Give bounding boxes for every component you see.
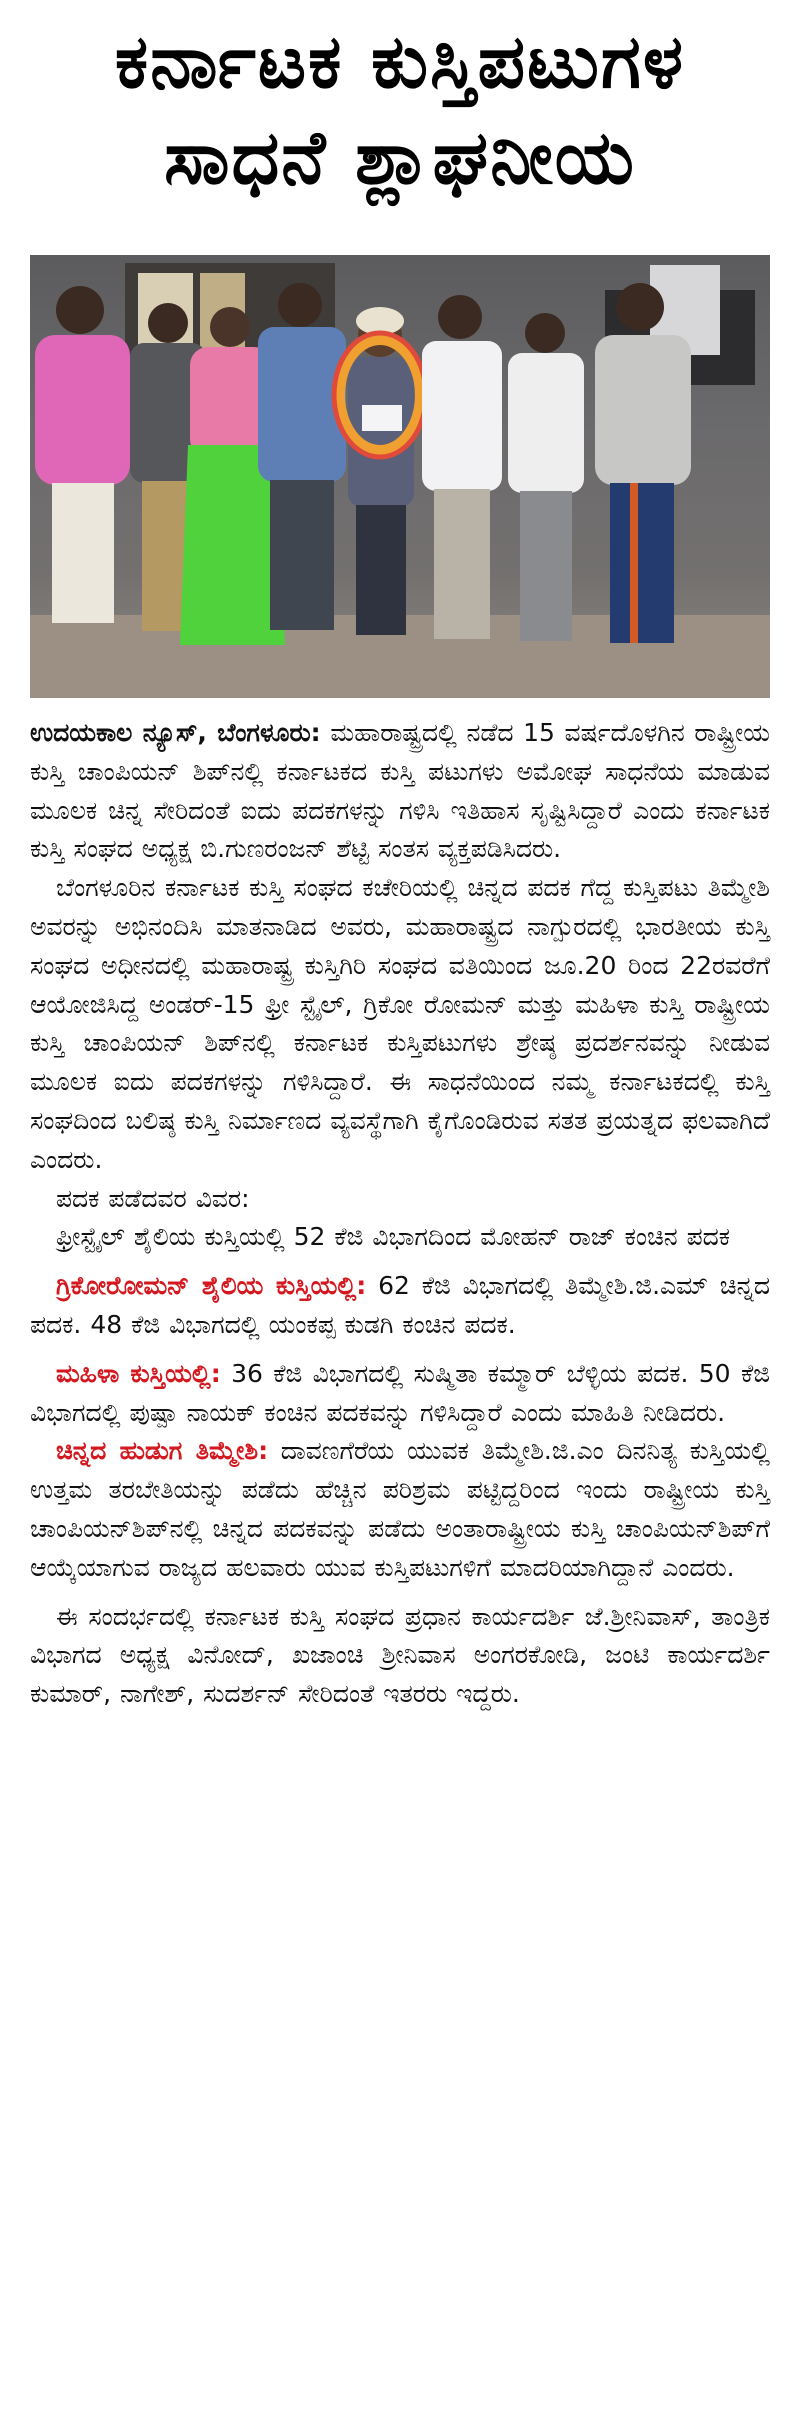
dateline: ಉದಯಕಾಲ ನ್ಯೂಸ್, ಬೆಂಗಳೂರು: [30, 718, 321, 747]
headline-line-2: ಸಾಧನೆ ಶ್ಲಾಘನೀಯ [164, 115, 636, 201]
group-photo-illustration [30, 255, 770, 698]
subheading-women: ಮಹಿಳಾ ಕುಸ್ತಿಯಲ್ಲಿ: [56, 1358, 221, 1388]
paragraph-women [30, 1355, 770, 1433]
subheading-greco-roman: ಗ್ರಿಕೋರೋಮನ್ ಶೈಲಿಯ ಕುಸ್ತಿಯಲ್ಲಿ: [56, 1271, 367, 1301]
paragraph-golden-boy-text: ದಾವಣಗೆರೆಯ ಯುವಕ ತಿಮ್ಮೇಶಿ.ಜಿ.ಎಂ ದಿನನಿತ್ಯ ಕುಸ್ತಿಯಲ್ಲಿ ಉತ್ತಮ ತರಬೇತಿಯನ್ನು ಪಡೆದು ಹೆಚ್ಚಿನ ಪರಿಶ್ರಮ ಪಟ್ಟಿದ್ದರಿಂದ ಇಂದು ರಾಷ್ಟ್ರೀಯ ಕುಸ್ತಿ ಚಾಂಪಿಯನ್‌ಶಿಪ್‌ನಲ್ಲಿ ಚಿನ್ನದ ಪದಕವನ್ನು ಪಡೆದು ಅಂತಾರಾಷ್ಟ್ರೀಯ ಕುಸ್ತಿ ಚಾಂಪಿಯನ್‌ಶಿಪ್‌ಗೆ ಆಯ್ಕೆಯಾಗುವ ರಾಜ್ಯದ ಹಲವಾರು ಯುವ ಕುಸ್ತಿಪಟುಗಳಿಗೆ ಮಾದರಿಯಾಗಿದ್ದಾನೆ ಎಂದರು. [30, 1436, 770, 1582]
paragraph-2: ಬೆಂಗಳೂರಿನ ಕರ್ನಾಟಕ ಕುಸ್ತಿ ಸಂಘದ ಕಚೇರಿಯಲ್ಲಿ ಚಿನ್ನದ ಪದಕ ಗೆದ್ದ ಕುಸ್ತಿಪಟು ತಿಮ್ಮೇಶಿ ಅವರನ್ನು ಅಭಿನಂದಿಸಿ ಮಾತನಾಡಿದ ಅವರು, ಮಹಾರಾಷ್ಟ್ರದ ನಾಗ್ಪುರದಲ್ಲಿ ಭಾರತೀಯ ಕುಸ್ತಿ ಸಂಘದ ಅಧೀನದಲ್ಲಿ ಮಹಾರಾಷ್ಟ್ರ ಕುಸ್ತಿಗಿರಿ ಸಂಘದ ವತಿಯಿಂದ ಜೂ.20 ರಿಂದ 22ರವರೆಗೆ ಆಯೋಜಿಸಿದ್ದ ಅಂಡರ್-15 ಫ್ರೀ ಸ್ಟೈಲ್, ಗ್ರಿಕೋ ರೋಮನ್ ಮತ್ತು ಮಹಿಳಾ ಕುಸ್ತಿ ರಾಷ್ಟ್ರೀಯ ಕುಸ್ತಿ ಚಾಂಪಿಯನ್ ಶಿಪ್‌ನಲ್ಲಿ ಕರ್ನಾಟಕ ಕುಸ್ತಿಪಟುಗಳು ಶ್ರೇಷ್ಠ ಪ್ರದರ್ಶನವನ್ನು ನೀಡುವ ಮೂಲಕ ಐದು ಪದಕಗಳನ್ನು ಗಳಿಸಿದ್ದಾರೆ. ಈ ಸಾಧನೆಯಿಂದ ನಮ್ಮ ಕರ್ನಾಟಕದಲ್ಲಿ ಕುಸ್ತಿ ಸಂಘದಿಂದ ಬಲಿಷ್ಠ ಕುಸ್ತಿ ನಿರ್ಮಾಣದ ವ್ಯವಸ್ಥೆಗಾಗಿ ಕೈಗೊಂಡಿರುವ ಸತತ ಪ್ರಯತ್ನದ ಫಲವಾಗಿದೆ ಎಂದರು. [30, 873, 770, 1174]
headline-line-1: ಕರ್ನಾಟಕ ಕುಸ್ತಿಪಟುಗಳ [114, 19, 686, 105]
headline [0, 14, 800, 206]
paragraph-women-text: 36 ಕೆಜಿ ವಿಭಾಗದಲ್ಲಿ ಸುಷ್ಮಿತಾ ಕಮ್ಮಾರ್ ಬೆಳ್ಳಿಯ ಪದಕ. 50 ಕೆಜಿ ವಿಭಾಗದಲ್ಲಿ ಪುಷ್ಪಾ ನಾಯಕ್ ಕಂಚಿನ ಪದಕವನ್ನು ಗಳಿಸಿದ್ದಾರೆ ಎಂದು ಮಾಹಿತಿ ನೀಡಿದರು. [30, 1358, 770, 1427]
paragraph-greco-roman [30, 1267, 770, 1345]
paragraph-intro-text: ಮಹಾರಾಷ್ಟ್ರದಲ್ಲಿ ನಡೆದ 15 ವರ್ಷದೊಳಗಿನ ರಾಷ್ಟ್ರೀಯ ಕುಸ್ತಿ ಚಾಂಪಿಯನ್ ಶಿಪ್‌ನಲ್ಲಿ ಕರ್ನಾಟಕದ ಕುಸ್ತಿ ಪಟುಗಳು ಅಮೋಘ ಸಾಧನೆಯ ಮಾಡುವ ಮೂಲಕ ಚಿನ್ನ ಸೇರಿದಂತೆ ಐದು ಪದಕಗಳನ್ನು ಗಳಿಸಿ ಇತಿಹಾಸ ಸೃಷ್ಟಿಸಿದ್ದಾರೆ ಎಂದು ಕರ್ನಾಟಕ ಕುಸ್ತಿ ಸಂಘದ ಅಧ್ಯಕ್ಷ ಬಿ.ಗುಣರಂಜನ್ ಶೆಟ್ಟಿ ಸಂತಸ ವ್ಯಕ್ತಪಡಿಸಿದರು. [30, 718, 771, 864]
paragraph-medal-list-heading: ಪದಕ ಪಡೆದವರ ವಿವರ: [56, 1183, 250, 1213]
paragraph-attendees: ಈ ಸಂದರ್ಭದಲ್ಲಿ ಕರ್ನಾಟಕ ಕುಸ್ತಿ ಸಂಘದ ಪ್ರಧಾನ ಕಾರ್ಯದರ್ಶಿ ಜೆ.ಶ್ರೀನಿವಾಸ್, ತಾಂತ್ರಿಕ ವಿಭಾಗದ ಅಧ್ಯಕ್ಷ ವಿನೋದ್, ಖಜಾಂಚಿ ಶ್ರೀನಿವಾಸ ಅಂಗರಕೋಡಿ, ಜಂಟಿ ಕಾರ್ಯದರ್ಶಿ ಕುಮಾರ್, ನಾಗೇಶ್, ಸುದರ್ಶನ್ ಸೇರಿದಂತೆ ಇತರರು ಇದ್ದರು. [30, 1601, 770, 1709]
article-body [30, 714, 770, 1714]
paragraph-golden-boy [30, 1432, 770, 1587]
paragraph-greco-roman-text: 62 ಕೆಜಿ ವಿಭಾಗದಲ್ಲಿ ತಿಮ್ಮೇಶಿ.ಜಿ.ಎಮ್ ಚಿನ್ನದ ಪದಕ. 48 ಕೆಜಿ ವಿಭಾಗದಲ್ಲಿ ಯಂಕಪ್ಪ ಕುಡಗಿ ಕಂಚಿನ ಪದಕ. [30, 1271, 771, 1339]
paragraph-intro [30, 714, 770, 869]
paragraph-freestyle: ಫ್ರೀಸ್ಟೈಲ್ ಶೈಲಿಯ ಕುಸ್ತಿಯಲ್ಲಿ 52 ಕೆಜಿ ವಿಭಾಗದಿಂದ ಮೋಹನ್ ರಾಜ್ ಕಂಚಿನ ಪದಕ [56, 1222, 731, 1252]
subheading-golden-boy: ಚಿನ್ನದ ಹುಡುಗ ತಿಮ್ಮೇಶಿ: [56, 1436, 269, 1466]
news-photo [30, 255, 770, 698]
